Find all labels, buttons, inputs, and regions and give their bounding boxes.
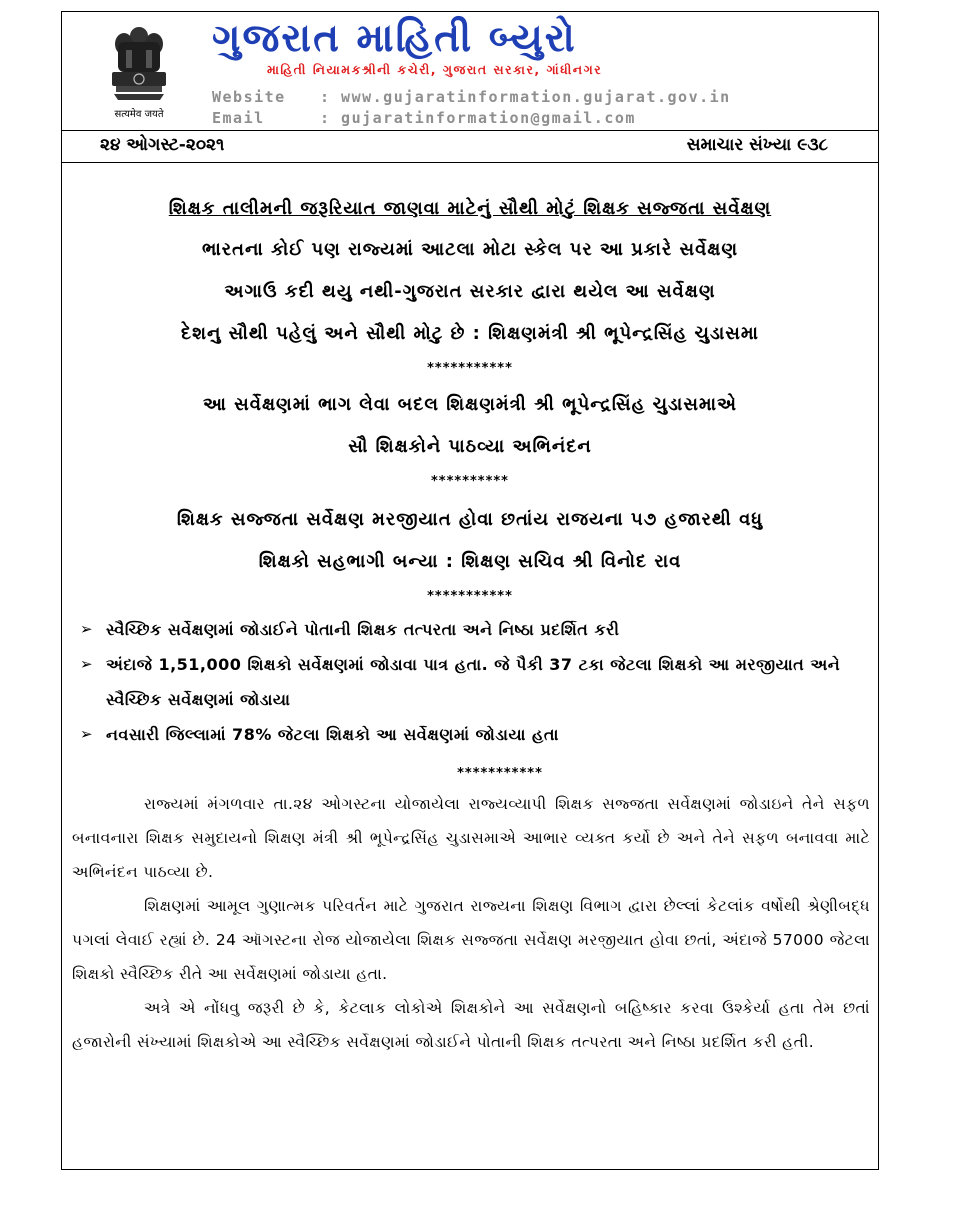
subheadline-line: સૌ શિક્ષકોને પાઠવ્યા અભિનંદન [348,436,592,457]
subheadline-line: શિક્ષક સજ્જતા સર્વેક્ષણ મરજીયાત હોવા છતાંય રાજયના ૫૭ હજારથી વધુ [176,509,764,530]
subheadline-line: દેશનુ સૌથી પહેલું અને સૌથી મોટુ છે : શિક્ષણમંત્રી શ્રી ભૂપેન્દ્રસિંહ ચુડાસમા [181,323,759,344]
website-row [212,88,731,106]
separator-stars: *********** [457,766,543,781]
subheadline-line: અગાઉ કદી થયુ નથી-ગુજરાત સરકાર દ્વારા થયેલ આ સર્વેક્ષણ [224,281,716,302]
website-label: Website [212,88,286,106]
highlights-list [62,612,878,752]
bureau-title: ગુજરાત માહિતી બ્યુરો [212,16,577,61]
header-divider [62,130,878,131]
list-item [62,647,878,717]
release-body [62,198,878,1059]
lion-capital-icon [104,22,174,106]
separator-stars: ********** [431,474,509,489]
emblem-motto: सत्यमेव जयते [114,109,164,120]
arrow-bullet-icon: ➢ [80,620,94,638]
email-link[interactable]: : gujaratinformation@gmail.com [320,109,636,127]
bullet-text: નવસારી જિલ્લામાં 78% જેટલા શિક્ષકો આ સર્વેક્ષણમાં જોડાયા હતા [106,725,559,744]
subheadline-line: આ સર્વેક્ષણમાં ભાગ લેવા બદલ શિક્ષણમંત્રી શ્રી ભૂપેન્દ્રસિંહ ચુડાસમાએ [202,394,738,415]
bureau-subtitle: માહિતી નિયામકશ્રીની કચેરી, ગુજરાત સરકાર, ગાંધીનગર [267,62,603,77]
release-date: ૨૪ ઓગસ્ટ-૨૦૨૧ [100,135,225,155]
email-label: Email [212,109,265,127]
body-paragraph: અત્રે એ નોંધવુ જરૂરી છે કે, કેટલાક લોકોએ શિક્ષકોને આ સર્વેક્ષણનો બહિષ્કાર કરવા ઉશ્કેર્યા હતા તેમ છતાં હજારોની સંખ્યામાં શિક્ષકોએ આ સ્વૈચ્છિક સર્વેક્ષણમાં જોડાઈને પોતાની શિક્ષક તત્પરતા અને નિષ્ઠા પ્રદર્શિત કરી હતી. [72,999,870,1051]
press-release-frame [61,11,879,1170]
national-emblem [104,22,174,120]
email-row [212,109,636,127]
dateline [62,132,878,162]
main-headline: શિક્ષક તાલીમની જરૂરિયાત જાણવા માટેનું સૌથી મોટું શિક્ષક સજ્જતા સર્વેક્ષણ [168,198,772,219]
list-item [62,612,878,647]
dateline-divider [62,162,878,163]
arrow-bullet-icon: ➢ [80,655,94,673]
body-paragraph: રાજ્યમાં મંગળવાર તા.૨૪ ઓગસ્ટના યોજાયેલા રાજ્યવ્યાપી શિક્ષક સજ્જતા સર્વેક્ષણમાં જોડાઇને તેને સફળ બનાવનારા શિક્ષક સમુદાયનો શિક્ષણ મંત્રી શ્રી ભૂપેન્દ્રસિંહ ચુડાસમાએ આભાર વ્યક્ત કર્યો છે અને તેને સફળ બનાવવા માટે અભિનંદન પાઠવ્યા છે. [72,795,870,881]
subheadline-line: ભારતના કોઈ પણ રાજ્યમાં આટલા મોટા સ્કેલ પર આ પ્રકારે સર્વેક્ષણ [201,239,739,260]
letterhead [62,12,878,130]
list-item [62,717,878,752]
arrow-bullet-icon: ➢ [80,725,94,743]
website-link[interactable]: : www.gujaratinformation.gujarat.gov.in [320,88,731,106]
separator-stars: *********** [427,589,513,604]
news-number: સમાચાર સંખ્યા ૯૩૮ [686,135,828,155]
bullet-text: સ્વૈચ્છિક સર્વેક્ષણમાં જોડાઈને પોતાની શિક્ષક તત્પરતા અને નિષ્ઠા પ્રદર્શિત કરી [106,620,620,639]
subheadline-line: શિક્ષકો સહભાગી બન્યા : શિક્ષણ સચિવ શ્રી વિનોદ રાવ [258,551,682,572]
separator-stars: *********** [427,361,513,376]
bullet-text: અંદાજે 1,51,000 શિક્ષકો સર્વેક્ષણમાં જોડાવા પાત્ર હતા. જે પૈકી 37 ટકા જેટલા શિક્ષકો આ મરજીયાત અને સ્વૈચ્છિક સર્વેક્ષણમાં જોડાયા [106,655,841,709]
body-paragraph: શિક્ષણમાં આમૂલ ગુણાત્મક પરિવર્તન માટે ગુજરાત રાજ્યના શિક્ષણ વિભાગ દ્વારા છેલ્લાં કેટલાંક વર્ષોથી શ્રેણીબદ્ધ પગલાં લેવાઈ રહ્યાં છે. 24 ઑગસ્ટના રોજ યોજાયેલા શિક્ષક સજ્જતા સર્વેક્ષણ મરજીયાત હોવા છતાં, અંદાજે 57000 જેટલા શિક્ષકો સ્વૈચ્છિક રીતે આ સર્વેક્ષણમાં જોડાયા હતા. [72,897,870,983]
